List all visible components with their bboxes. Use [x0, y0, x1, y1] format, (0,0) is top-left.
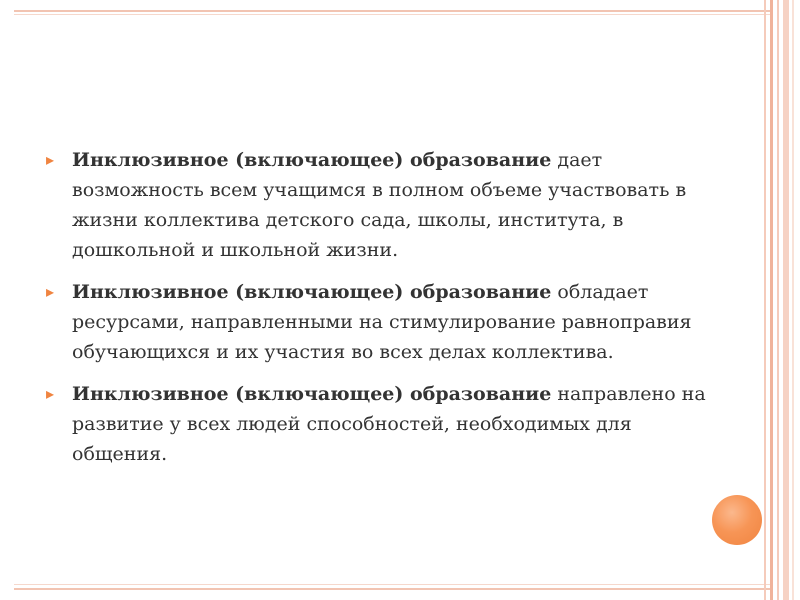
slide-body	[40, 145, 720, 481]
bullet-bold-text: Инклюзивное (включающее) образование	[72, 281, 552, 303]
bullet-item	[40, 145, 720, 265]
bottom-border-line-inner	[14, 584, 770, 585]
top-border-line	[14, 10, 770, 12]
bullet-bold-text: Инклюзивное (включающее) образование	[72, 149, 552, 171]
right-stripe	[783, 0, 789, 600]
right-stripe	[764, 0, 766, 600]
bullet-chevron-icon: ▸	[46, 384, 55, 403]
right-stripe	[792, 0, 794, 600]
bullet-chevron-icon: ▸	[46, 282, 55, 301]
bullet-text: обладает ресурсами, направленными на стимулирование равноправия обучающихся и их участия во всех делах коллектива.	[72, 281, 692, 363]
right-stripe	[777, 0, 779, 600]
bullet-text: направлено на развитие у всех людей способностей, необходимых для общения.	[72, 383, 706, 465]
bullet-item	[40, 277, 720, 367]
orange-circle-decoration	[712, 495, 762, 545]
bullet-bold-text: Инклюзивное (включающее) образование	[72, 383, 552, 405]
right-stripe	[770, 0, 773, 600]
top-border-line-inner	[14, 14, 770, 15]
bullet-item	[40, 379, 720, 469]
bullet-text: дает возможность всем учащимся в полном объеме участвовать в жизни коллектива детского сада, школы, института, в дошкольной и школьной жизни.	[72, 149, 687, 261]
bullet-chevron-icon: ▸	[46, 150, 55, 169]
bottom-border-line	[14, 588, 770, 590]
